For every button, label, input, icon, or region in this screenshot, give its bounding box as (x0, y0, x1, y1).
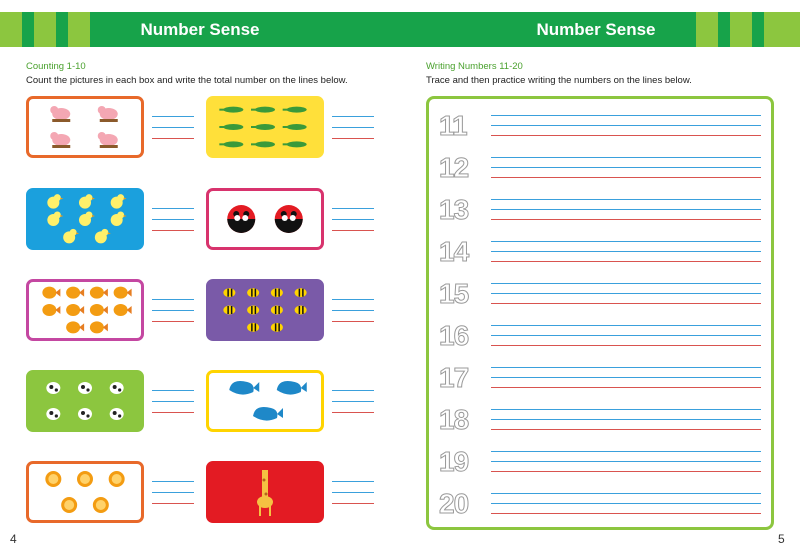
ladybug-picture (275, 205, 303, 233)
writing-line[interactable] (491, 241, 761, 242)
answer-writing-lines[interactable] (332, 390, 374, 418)
crocodile-picture (251, 141, 275, 147)
tracing-row (439, 149, 765, 185)
chick-picture (111, 194, 127, 209)
writing-line[interactable] (491, 471, 761, 472)
traceable-number: 19 (439, 446, 469, 477)
whale-picture (229, 381, 259, 395)
writing-line[interactable] (491, 177, 761, 178)
lion-picture (109, 471, 125, 487)
traceable-number: 20 (439, 488, 469, 519)
writing-line[interactable] (491, 251, 761, 252)
lion-picture (45, 471, 61, 487)
counting-box-lion (26, 461, 144, 523)
bee-picture (295, 306, 307, 315)
answer-writing-lines[interactable] (152, 390, 194, 418)
writing-line[interactable] (491, 377, 761, 378)
traceable-number: 12 (439, 152, 469, 183)
cow-picture (110, 382, 124, 394)
chick-picture (95, 229, 111, 244)
counting-box-pig (26, 96, 144, 158)
goldfish-picture (42, 287, 60, 299)
tracing-row (439, 275, 765, 311)
cow-picture (46, 382, 60, 394)
writing-line[interactable] (491, 335, 761, 336)
crocodile-picture (219, 124, 243, 130)
traceable-number: 16 (439, 320, 469, 351)
crocodile-picture (283, 124, 307, 130)
writing-line[interactable] (491, 283, 761, 284)
writing-line[interactable] (491, 409, 761, 410)
writing-line[interactable] (491, 461, 761, 462)
goldfish-picture (66, 304, 84, 316)
answer-writing-lines[interactable] (152, 299, 194, 327)
traceable-number: 11 (439, 110, 467, 141)
answer-writing-lines[interactable] (152, 208, 194, 236)
crocodile-picture (219, 141, 243, 147)
goldfish-picture (90, 287, 108, 299)
whale-picture (277, 381, 307, 395)
cow-picture (110, 408, 124, 420)
writing-line[interactable] (491, 513, 761, 514)
goldfish-picture (42, 304, 60, 316)
writing-line[interactable] (491, 135, 761, 136)
traceable-number: 14 (439, 236, 469, 267)
tracing-row (439, 317, 765, 353)
traceable-number: 17 (439, 362, 469, 393)
bee-picture (295, 288, 307, 297)
traceable-number: 18 (439, 404, 469, 435)
chick-picture (47, 194, 63, 209)
answer-writing-lines[interactable] (332, 116, 374, 144)
writing-line[interactable] (491, 387, 761, 388)
counting-box-cow (26, 370, 144, 432)
chick-picture (63, 229, 79, 244)
bee-picture (247, 288, 259, 297)
writing-line[interactable] (491, 429, 761, 430)
counting-box-chick (26, 188, 144, 250)
chick-picture (79, 194, 95, 209)
tracing-row (439, 401, 765, 437)
header-stripe (730, 12, 752, 47)
pig-picture (98, 132, 118, 148)
goldfish-picture (90, 321, 108, 333)
header-stripe (34, 12, 56, 47)
chick-picture (47, 212, 63, 227)
counting-section-label: Counting 1-10 (26, 61, 86, 72)
cow-picture (78, 408, 92, 420)
writing-line[interactable] (491, 503, 761, 504)
traceable-number: 13 (439, 194, 469, 225)
writing-line[interactable] (491, 345, 761, 346)
tracing-row (439, 233, 765, 269)
goldfish-picture (66, 321, 84, 333)
writing-line[interactable] (491, 261, 761, 262)
crocodile-picture (251, 124, 275, 130)
cow-picture (46, 408, 60, 420)
cow-picture (78, 382, 92, 394)
counting-box-giraffe (206, 461, 324, 523)
writing-line[interactable] (491, 493, 761, 494)
tracing-row (439, 485, 765, 521)
writing-line[interactable] (491, 115, 761, 116)
counting-box-goldfish (26, 279, 144, 341)
writing-line[interactable] (491, 419, 761, 420)
bee-picture (271, 306, 283, 315)
crocodile-picture (219, 107, 243, 113)
answer-writing-lines[interactable] (152, 116, 194, 144)
ladybug-picture (227, 205, 255, 233)
tracing-panel (426, 96, 774, 530)
counting-instructions: Count the pictures in each box and write the total number on the lines below. (26, 75, 348, 86)
goldfish-picture (114, 304, 132, 316)
bee-picture (271, 288, 283, 297)
header-stripe (0, 12, 22, 47)
writing-instructions: Trace and then practice writing the numbers on the lines below. (426, 75, 692, 86)
bee-picture (223, 288, 235, 297)
chick-picture (79, 212, 95, 227)
counting-box-crocodile (206, 96, 324, 158)
counting-box-ladybug (206, 188, 324, 250)
tracing-row (439, 191, 765, 227)
bee-picture (271, 323, 283, 332)
giraffe-picture (257, 470, 273, 516)
goldfish-picture (90, 304, 108, 316)
answer-writing-lines[interactable] (332, 208, 374, 236)
writing-line[interactable] (491, 451, 761, 452)
header-stripe (764, 12, 800, 47)
pig-picture (98, 106, 118, 122)
bee-picture (247, 306, 259, 315)
goldfish-picture (114, 287, 132, 299)
goldfish-picture (66, 287, 84, 299)
writing-line[interactable] (491, 157, 761, 158)
writing-line[interactable] (491, 209, 761, 210)
bee-picture (247, 323, 259, 332)
pig-picture (50, 106, 70, 122)
pig-picture (50, 132, 70, 148)
header-stripe (696, 12, 718, 47)
whale-picture (253, 407, 283, 421)
lion-picture (93, 497, 109, 513)
tracing-row (439, 443, 765, 479)
answer-writing-lines[interactable] (332, 299, 374, 327)
right-page-title: Number Sense (536, 20, 656, 39)
crocodile-picture (283, 107, 307, 113)
writing-line[interactable] (491, 303, 761, 304)
counting-box-whale (206, 370, 324, 432)
writing-line[interactable] (491, 125, 761, 126)
chick-picture (111, 212, 127, 227)
writing-section-label: Writing Numbers 11-20 (426, 61, 523, 72)
writing-line[interactable] (491, 219, 761, 220)
lion-picture (61, 497, 77, 513)
header-stripe (68, 12, 90, 47)
answer-writing-lines[interactable] (152, 481, 194, 509)
tracing-row (439, 359, 765, 395)
tracing-row (439, 107, 765, 143)
traceable-number: 15 (439, 278, 469, 309)
writing-line[interactable] (491, 167, 761, 168)
crocodile-picture (283, 141, 307, 147)
page-number-left: 4 (10, 532, 17, 546)
page-number-right: 5 (778, 532, 785, 546)
writing-line[interactable] (491, 199, 761, 200)
writing-line[interactable] (491, 367, 761, 368)
writing-line[interactable] (491, 325, 761, 326)
left-page-title: Number Sense (140, 20, 260, 39)
crocodile-picture (251, 107, 275, 113)
bee-picture (223, 306, 235, 315)
lion-picture (77, 471, 93, 487)
answer-writing-lines[interactable] (332, 481, 374, 509)
writing-line[interactable] (491, 293, 761, 294)
counting-box-bee (206, 279, 324, 341)
